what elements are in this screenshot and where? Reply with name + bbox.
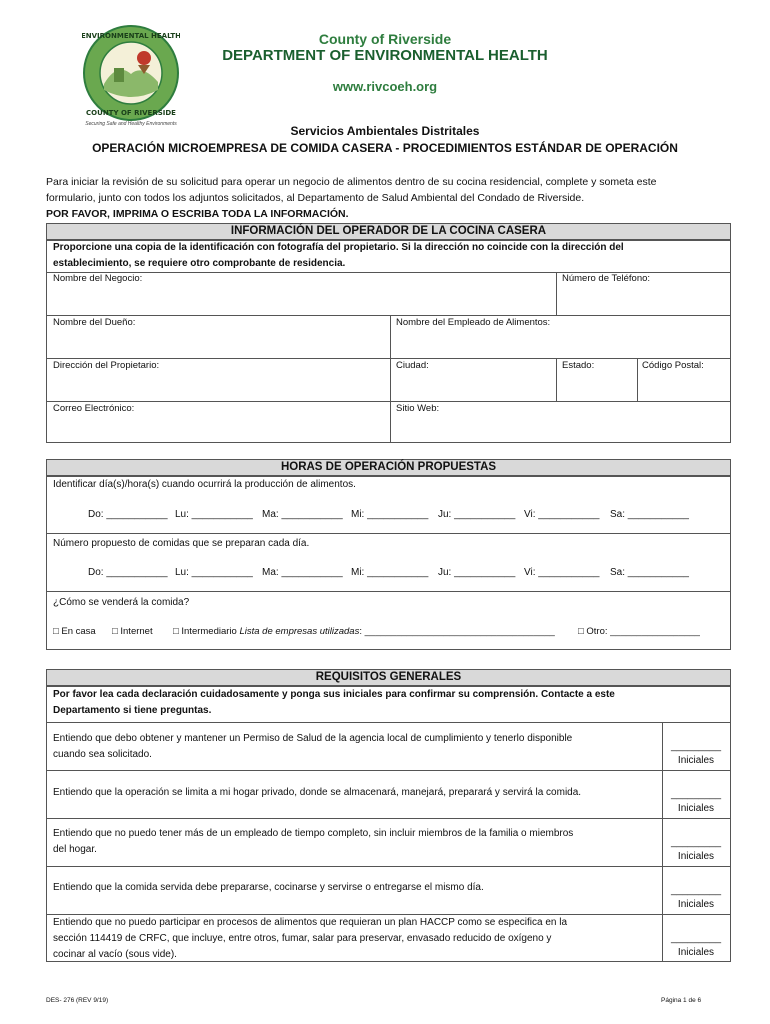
requirement-item-1: [53, 731, 658, 763]
zip-field[interactable]: Código Postal:: [642, 360, 704, 371]
day-monday-field[interactable]: Lu: ___________: [175, 509, 253, 520]
phone-field[interactable]: Número de Teléfono:: [562, 273, 651, 284]
requirements-section-heading: REQUISITOS GENERALES: [46, 669, 731, 686]
operator-note-1: Proporcione una copia de la identificación con fotografía del propietario. Si la dirección no coincide con la dirección del: [53, 242, 624, 253]
requirement-item-4: Entiendo que la comida servida debe prepararse, cocinarse y servirse o entregarse el mismo día.: [53, 882, 484, 893]
initials-label: Iniciales: [677, 899, 715, 910]
day-friday-field[interactable]: Vi: ___________: [524, 509, 600, 520]
county-name: County of Riverside: [318, 31, 452, 47]
option-home-checkbox[interactable]: □ En casa: [53, 626, 96, 637]
requirement-text: cuando sea solicitado.: [53, 749, 152, 760]
divider: [46, 770, 731, 771]
how-sold-question: ¿Cómo se venderá la comida?: [53, 597, 190, 608]
option-other-checkbox[interactable]: □ Otro: _________________: [578, 626, 700, 637]
requirements-note-2: Departamento si tiene preguntas.: [53, 705, 212, 716]
requirement-item-3: [53, 826, 658, 858]
requirements-note-1: Por favor lea cada declaración cuidadosamente y ponga sus iniciales para confirmar su comprensión. Contacte a este: [53, 689, 615, 700]
initials-label: Iniciales: [677, 803, 715, 814]
owner-address-field[interactable]: Dirección del Propietario:: [53, 360, 160, 371]
hours-section-heading: HORAS DE OPERACIÓN PROPUESTAS: [46, 459, 731, 476]
initials-field-5[interactable]: _________: [670, 933, 722, 944]
day-saturday-field[interactable]: Sa: ___________: [610, 509, 689, 520]
form-subtitle: Servicios Ambientales Distritales: [290, 124, 480, 138]
logo-tagline: Securing Safe and Healthy Environments: [85, 121, 177, 127]
intro-line-2: formulario, junto con todos los adjuntos solicitados, al Departamento de Salud Ambiental del Condado de Riverside.: [46, 192, 585, 204]
food-employee-field[interactable]: Nombre del Empleado de Alimentos:: [396, 317, 551, 328]
form-title: OPERACIÓN MICROEMPRESA DE COMIDA CASERA - PROCEDIMIENTOS ESTÁNDAR DE OPERACIÓN: [92, 141, 678, 155]
website-link[interactable]: www.rivcoeh.org: [332, 79, 438, 94]
day-wednesday-field[interactable]: Mi: ___________: [351, 509, 429, 520]
requirement-text: Entiendo que no puedo participar en procesos de alimentos que requieran un plan HACCP como se especifica en la: [53, 917, 568, 928]
meals-count-text: Número propuesto de comidas que se preparan cada día.: [53, 538, 310, 549]
option-internet-checkbox[interactable]: □ Internet: [112, 626, 153, 637]
operator-section-heading: INFORMACIÓN DEL OPERADOR DE LA COCINA CASERA: [46, 223, 731, 240]
divider: [46, 866, 731, 867]
divider: [46, 315, 731, 316]
business-name-field[interactable]: Nombre del Negocio:: [53, 273, 143, 284]
meals-thursday-field[interactable]: Ju: ___________: [438, 567, 516, 578]
intro-line-3: POR FAVOR, IMPRIMA O ESCRIBA TODA LA INFORMACIÓN.: [46, 208, 349, 220]
divider: [46, 533, 731, 534]
county-seal-logo: [82, 24, 180, 122]
requirement-item-5: [53, 915, 658, 963]
meals-saturday-field[interactable]: Sa: ___________: [610, 567, 689, 578]
website-field[interactable]: Sitio Web:: [396, 403, 440, 414]
meals-monday-field[interactable]: Lu: ___________: [175, 567, 253, 578]
day-sunday-field[interactable]: Do: ___________: [88, 509, 168, 520]
intro-line-1: Para iniciar la revisión de su solicitud para operar un negocio de alimentos dentro de su cocina residencial, complete y someta este: [46, 176, 657, 188]
owner-name-field[interactable]: Nombre del Dueño:: [53, 317, 136, 328]
form-number: DES- 276 (REV 9/19): [46, 997, 109, 1004]
divider: [556, 358, 557, 401]
city-field[interactable]: Ciudad:: [396, 360, 429, 371]
divider: [46, 591, 731, 592]
intermediary-list-blank[interactable]: : ____________________________________: [359, 626, 555, 637]
hours-section-box: [46, 476, 731, 650]
email-field[interactable]: Correo Electrónico:: [53, 403, 135, 414]
page-number: Página 1 de 6: [661, 997, 702, 1004]
divider: [637, 358, 638, 401]
department-name: DEPARTMENT OF ENVIRONMENTAL HEALTH: [222, 47, 548, 64]
meals-wednesday-field[interactable]: Mi: ___________: [351, 567, 429, 578]
requirement-text: Entiendo que debo obtener y mantener un Permiso de Salud de la agencia local de cumplimiento y tenerlo disponible: [53, 733, 573, 744]
intermediary-list-label: Lista de empresas utilizadas: [239, 626, 360, 637]
meals-sunday-field[interactable]: Do: ___________: [88, 567, 168, 578]
day-tuesday-field[interactable]: Ma: ___________: [262, 509, 343, 520]
divider: [46, 401, 731, 402]
requirement-text: sección 114419 de CRFC, que incluye, entre otros, fumar, salar para preservar, envasado reducido de oxígeno y: [53, 933, 552, 944]
divider: [46, 818, 731, 819]
initials-label: Iniciales: [677, 755, 715, 766]
requirement-text: Entiendo que no puedo tener más de un empleado de tiempo completo, sin incluir miembros de la familia o miembros: [53, 828, 574, 839]
seal-text-bottom: COUNTY OF RIVERSIDE: [86, 109, 176, 117]
state-field[interactable]: Estado:: [562, 360, 595, 371]
intro-text: [46, 174, 736, 222]
initials-field-3[interactable]: _________: [670, 837, 722, 848]
requirement-text: del hogar.: [53, 844, 97, 855]
meals-friday-field[interactable]: Vi: ___________: [524, 567, 600, 578]
seal-text-top: ENVIRONMENTAL HEALTH: [82, 32, 180, 40]
option-intermediary-label: □ Intermediario: [173, 626, 237, 637]
initials-field-2[interactable]: _________: [670, 789, 722, 800]
requirement-item-2: Entiendo que la operación se limita a mi hogar privado, donde se almacenará, manejará, preparará y servirá la comida.: [53, 787, 582, 798]
initials-label: Iniciales: [677, 851, 715, 862]
divider: [46, 722, 731, 723]
initials-label: Iniciales: [677, 947, 715, 958]
divider: [390, 315, 391, 443]
initials-field-4[interactable]: _________: [670, 885, 722, 896]
meals-tuesday-field[interactable]: Ma: ___________: [262, 567, 343, 578]
hours-identify-text: Identificar día(s)/hora(s) cuando ocurrirá la producción de alimentos.: [53, 479, 356, 490]
requirement-text: cocinar al vacío (sous vide).: [53, 949, 177, 960]
divider: [46, 358, 731, 359]
initials-field-1[interactable]: _________: [670, 741, 722, 752]
day-thursday-field[interactable]: Ju: ___________: [438, 509, 516, 520]
divider: [556, 272, 557, 315]
operator-note-2: establecimiento, se requiere otro comprobante de residencia.: [53, 258, 346, 269]
option-intermediary-checkbox[interactable]: [173, 626, 555, 637]
